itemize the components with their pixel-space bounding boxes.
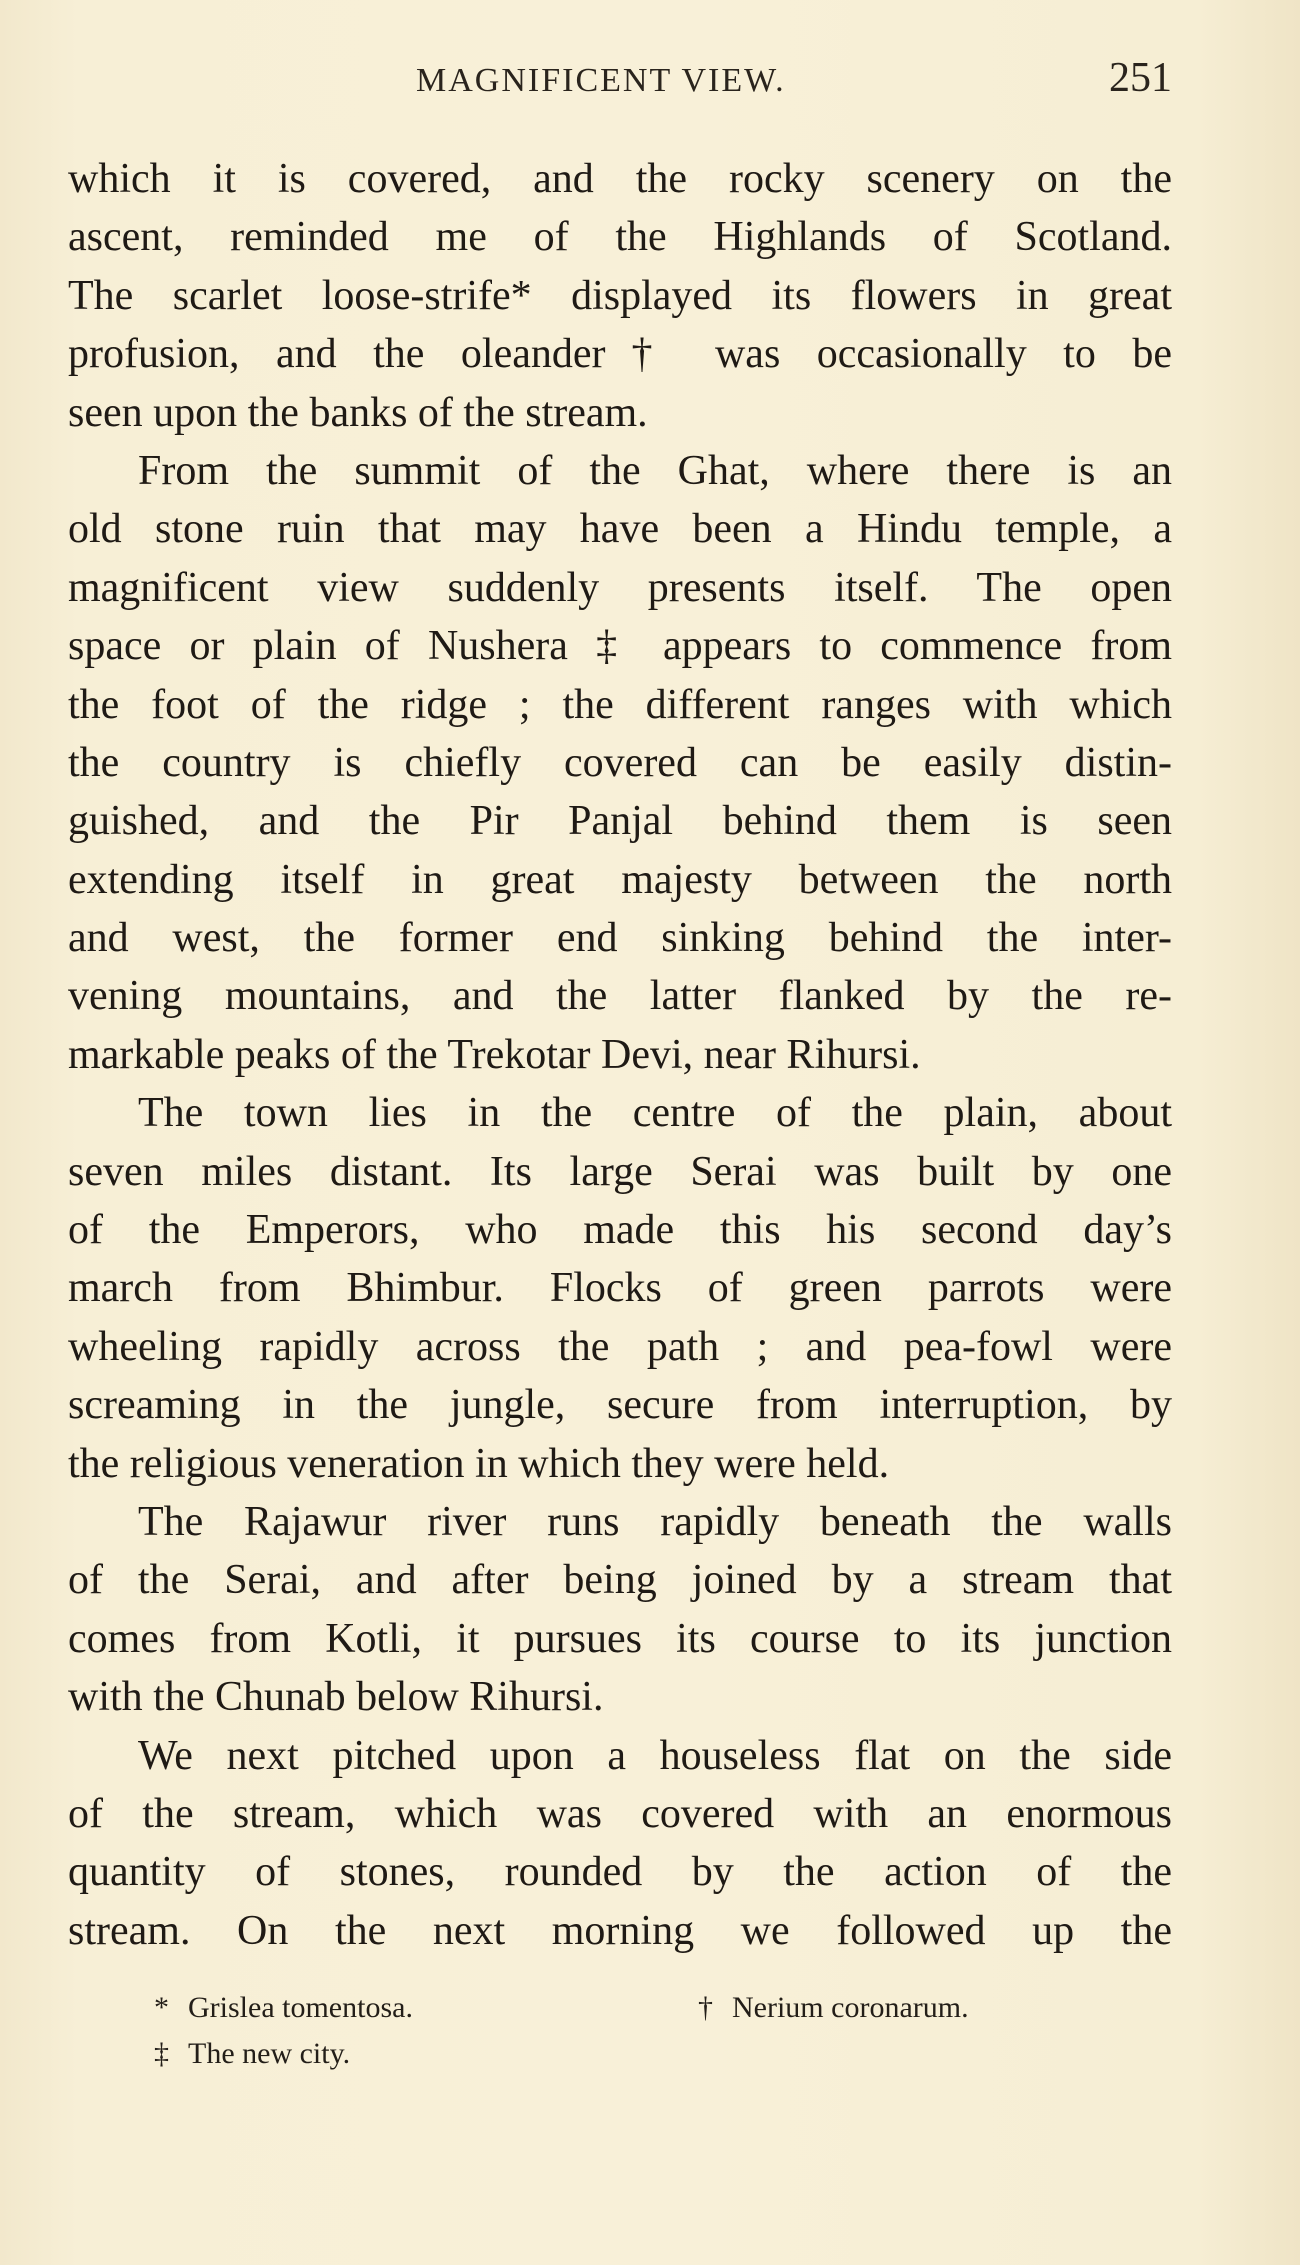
text-line: march from Bhimbur. Flocks of green parrots were [68,1265,1172,1312]
footnote-text: Nerium coronarum. [732,1991,969,2024]
footnotes [68,1985,1172,2077]
text-line: space or plain of Nushera ‡ appears to commence from [68,623,1172,670]
footnote-row [68,2031,1172,2077]
text-line: extending itself in great majesty between the north [68,856,1172,903]
paragraph-start-line: The town lies in the centre of the plain, about [138,1090,1172,1137]
footnote-nerium [698,1985,969,2031]
footnote-text: The new city. [188,2037,351,2070]
footnote-asterisk-mark: * [154,1991,169,2024]
footnote-grislea [154,1985,413,2031]
text-line: markable peaks of the Trekotar Devi, near Rihursi. [68,1031,921,1078]
text-line: of the stream, which was covered with an enormous [68,1790,1172,1837]
text-line: which it is covered, and the rocky scenery on the [68,156,1172,202]
text-line: wheeling rapidly across the path ; and pea-fowl were [68,1323,1172,1370]
text-line: of the Serai, and after being joined by a stream that [68,1557,1172,1604]
text-line: and west, the former end sinking behind the inter- [68,915,1172,962]
text-line: profusion, and the oleander† was occasionally to be [68,331,1172,378]
text-line: The scarlet loose-strife* displayed its flowers in great [68,272,1172,319]
paragraph-start-line: The Rajawur river runs rapidly beneath the walls [138,1498,1172,1545]
footnote-text: Grislea tomentosa. [188,1991,413,2024]
footnote-dagger-mark: † [698,1991,713,2024]
footnote-row [68,1985,1172,2031]
text-line: vening mountains, and the latter flanked by the re- [68,973,1172,1020]
text-line: magnificent view suddenly presents itself. The open [68,564,1172,611]
text-line: the religious veneration in which they were held. [68,1440,890,1487]
text-line: guished, and the Pir Panjal behind them is seen [68,798,1172,845]
text-line: quantity of stones, rounded by the action of the [68,1849,1172,1896]
text-line: the country is chiefly covered can be easily distin- [68,739,1172,786]
page-number: 251 [1109,55,1172,101]
text-line: screaming in the jungle, secure from interruption, by [68,1382,1172,1429]
text-line: stream. On the next morning we followed up the [68,1907,1172,1954]
paragraph-start-line: We next pitched upon a houseless flat on the side [138,1732,1172,1779]
text-line: with the Chunab below Rihursi. [68,1674,604,1721]
text-line: of the Emperors, who made this his second day’s [68,1207,1172,1254]
paragraph-start-line: From the summit of the Ghat, where there is an [138,447,1172,494]
page-header [68,54,1172,104]
text-line: old stone ruin that may have been a Hindu temple, a [68,506,1172,553]
text-line: the foot of the ridge ; the different ranges with which [68,681,1172,728]
footnote-double-dagger-mark: ‡ [154,2037,169,2070]
text-line: ascent, reminded me of the Highlands of Scotland. [68,214,1172,261]
running-head: MAGNIFICENT VIEW. [416,62,786,99]
body-text [68,150,1172,1960]
text-line: seen upon the banks of the stream. [68,389,648,436]
text-line: comes from Kotli, it pursues its course to its junction [68,1615,1172,1662]
footnote-new-city [154,2031,350,2077]
text-line: seven miles distant. Its large Serai was built by one [68,1148,1172,1195]
